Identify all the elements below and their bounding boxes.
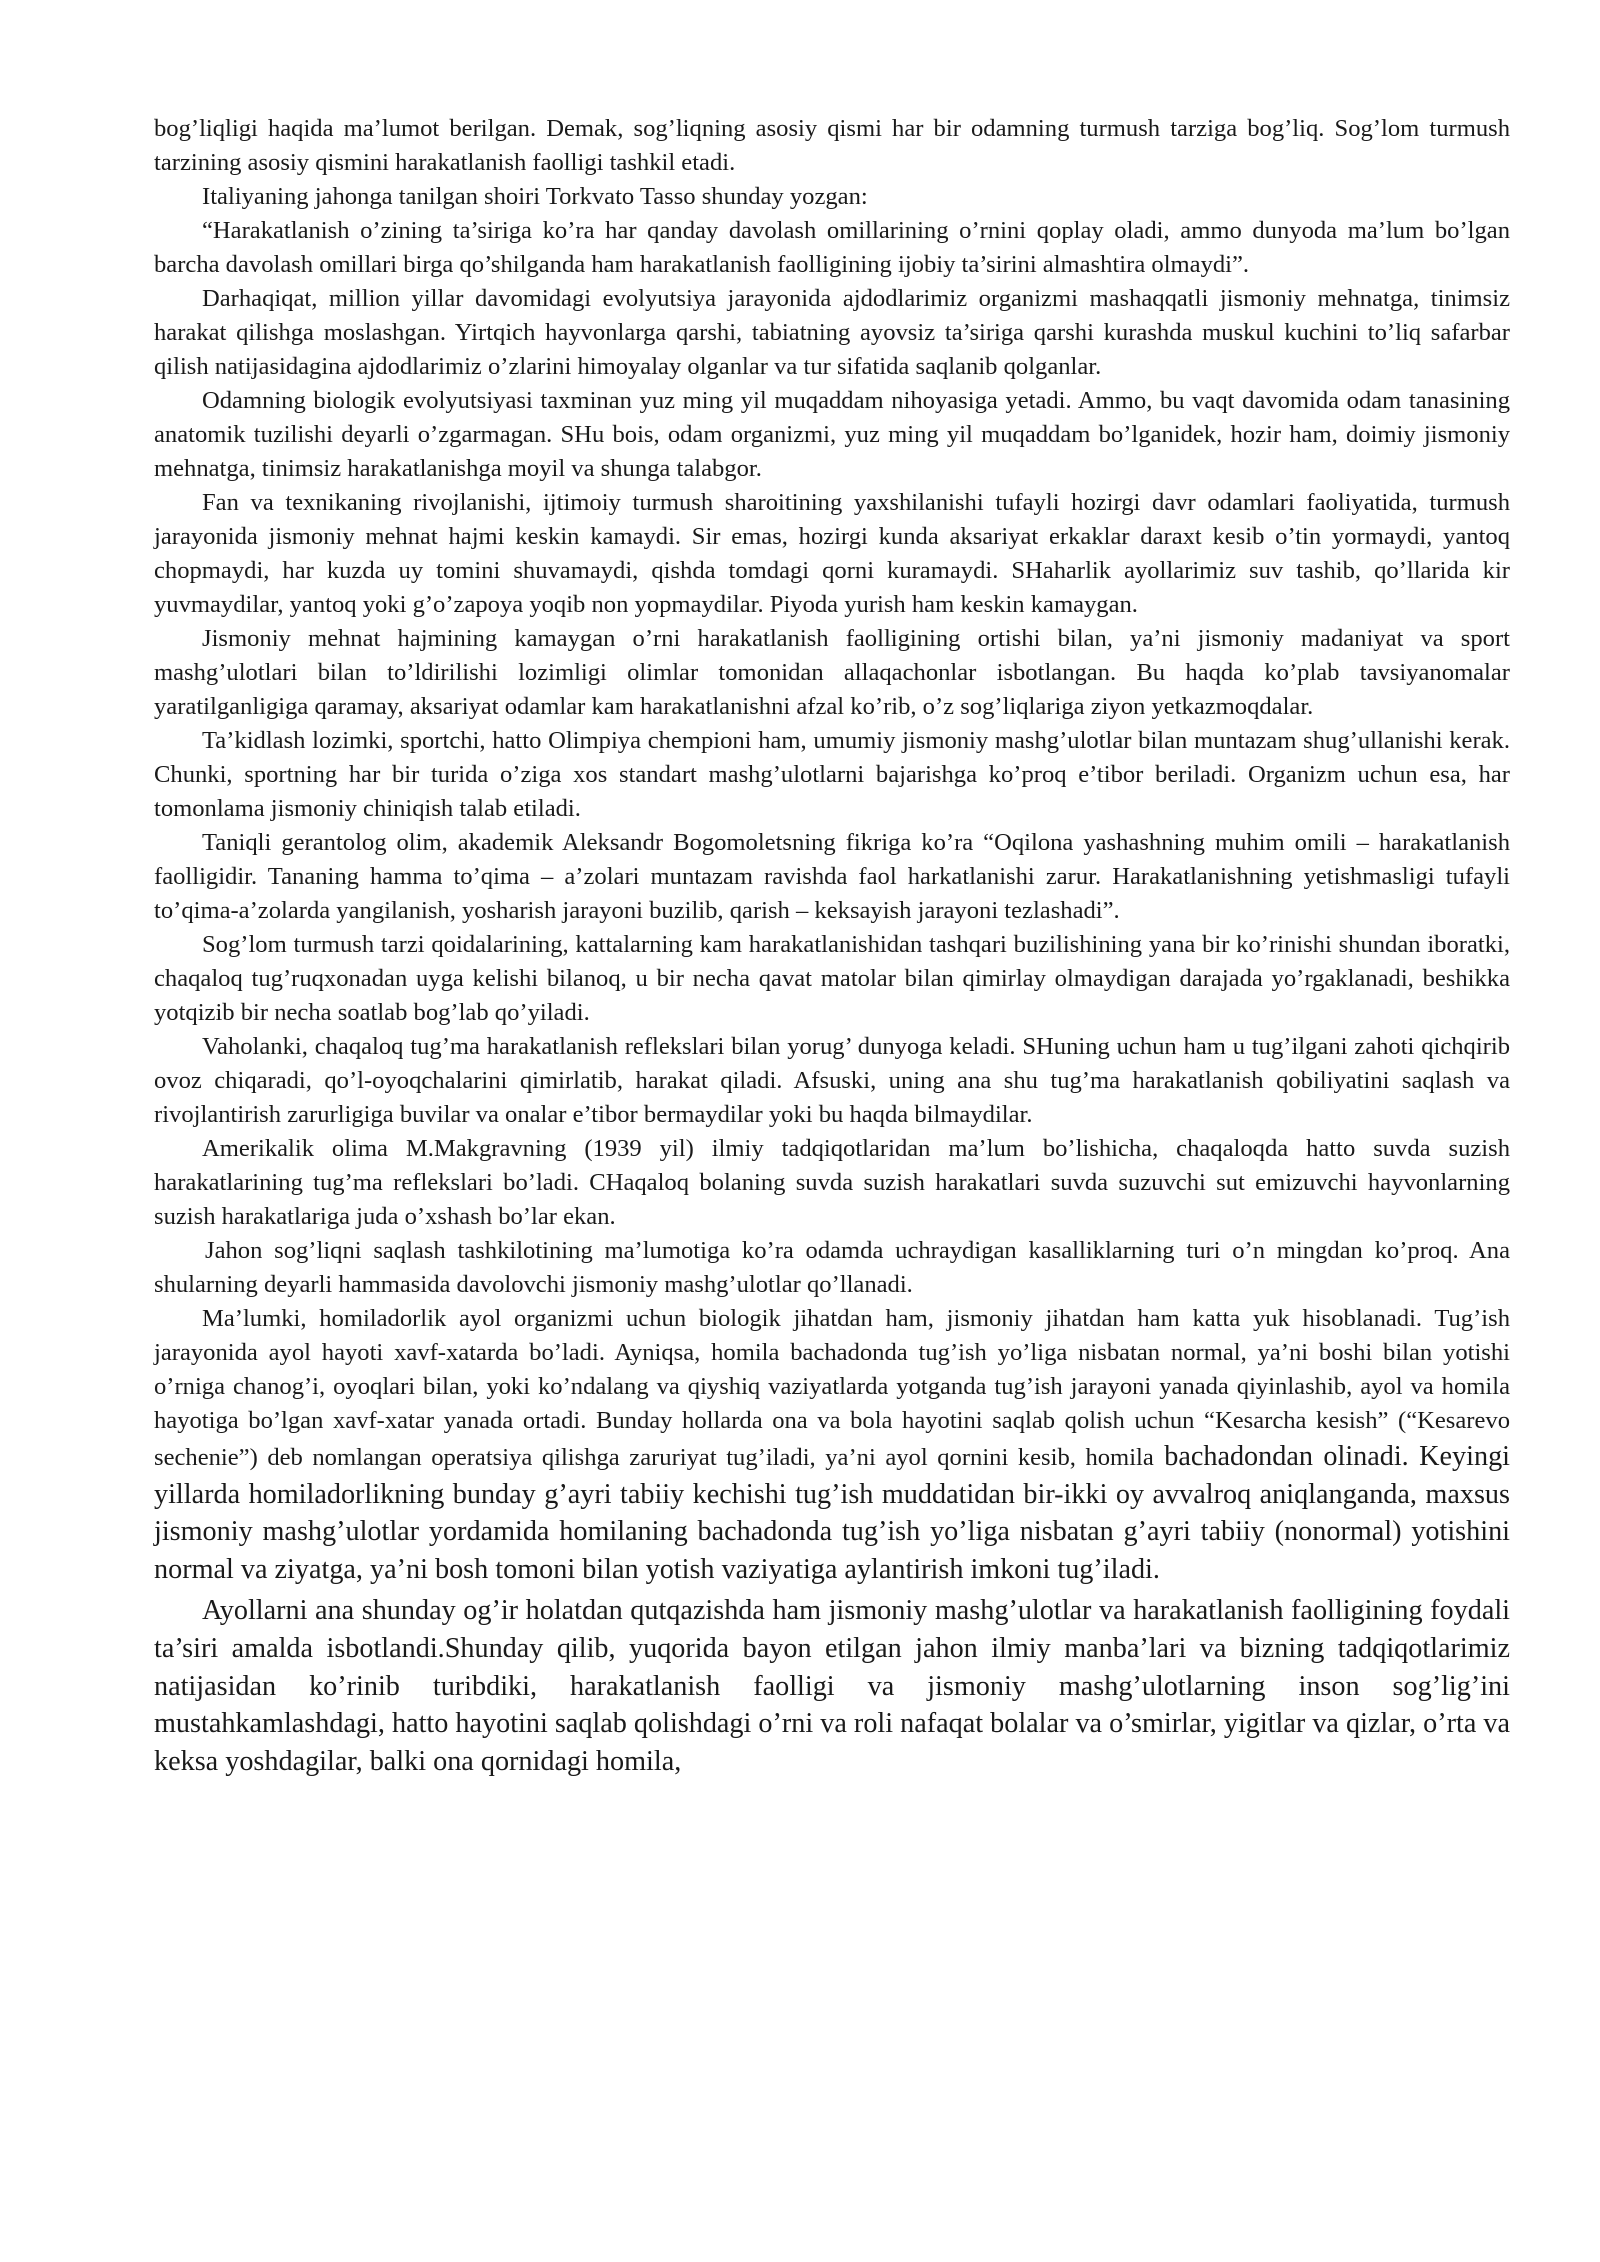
paragraph-6: Fan va texnikaning rivojlanishi, ijtimoiy turmush sharoitining yaxshilanishi tufayli hozirgi davr odamlari faoliyatida, turmush jarayonida jismoniy mehnat hajmi keskin kamaydi. Sir emas, hozirgi kunda aksariyat erkaklar daraxt kesib o’tin yormaydi, yantoq chopmaydi, har kuzda uy tomini shuvamaydi, qishda tomdagi qorni kuramaydi. SHaharlik ayollarimiz suv tashib, qo’llarida kir yuvmaydilar, yantoq yoki g’o’zapoya yoqib non yopmaydilar. Piyoda yurish ham keskin kamaygan. [154,489,1510,618]
paragraph-8: Ta’kidlash lozimki, sportchi, hatto Olimpiya chempioni ham, umumiy jismoniy mashg’ulotlar bilan muntazam shug’ullanishi kerak. Chunki, sportning har bir turida o’ziga xos standart mashg’ulotlarni bajarishga ko’proq e’tibor beriladi. Organizm uchun esa, har tomonlama jismoniy chiniqish talab etiladi. [154,727,1510,822]
document-page [154,112,1510,1780]
paragraph-15: Ayollarni ana shunday og’ir holatdan qutqazishda ham jismoniy mashg’ulotlar va harakatlanish faolligining foydali ta’siri amalda isbotlandi.Shunday qilib, yuqorida bayon etilgan jahon ilmiy manba’lari va bizning tadqiqotlarimiz natijasidan ko’rinib turibdiki, harakatlanish faolligi va jismoniy mashg’ulotlarning inson sog’lig’ini mustahkamlashdagi, hatto hayotini saqlab qolishdagi o’rni va roli nafaqat bolalar va o’smirlar, yigitlar va qizlar, o’rta va keksa yoshdagilar, balki ona qornidagi homila, [154,1595,1510,1777]
paragraph-14-part-b: bachadondan olinadi. Keyingi yillarda homiladorlikning bunday g’ayri tabiiy kechishi tug’ish muddatidan bir-ikki oy avvalroq aniqlanganda, maxsus jismoniy mashg’ulotlar yordamida homilaning bachadonda tug’ish yo’liga nisbatan g’ayri tabiiy (nonormal) yotishini normal va ziyatga, ya’ni bosh tomoni bilan yotish vaziyatiga aylantirish imkoni tug’iladi. [154,1441,1510,1585]
paragraph-3-quote: “Harakatlanish o’zining ta’siriga ko’ra har qanday davolash omillarining o’rnini qoplay oladi, ammo dunyoda ma’lum bo’lgan barcha davolash omillari birga qo’shilganda ham harakatlanish faolligining ijobiy ta’sirini almashtira olmaydi”. [154,217,1510,278]
paragraph-11: Vaholanki, chaqaloq tug’ma harakatlanish reflekslari bilan yorug’ dunyoga keladi. SHuning uchun ham u tug’ilgani zahoti qichqirib ovoz chiqaradi, qo’l-oyoqchalarini qimirlatib, harakat qiladi. Afsuski, uning ana shu tug’ma harakatlanish qobiliyatini saqlash va rivojlantirish zarurligiga buvilar va onalar e’tibor bermaydilar yoki bu haqda bilmaydilar. [154,1033,1510,1128]
paragraph-9-quote: Taniqli gerantolog olim, akademik Aleksandr Bogomoletsning fikriga ko’ra “Oqilona yashashning muhim omili – harakatlanish faolligidir. Tananing hamma to’qima – a’zolari muntazam ravishda faol harkatlanishi zarur. Harakatlanishning yetishmasligi tufayli to’qima-a’zolarda yangilanish, yosharish jarayoni buzilib, qarish – keksayish jarayoni tezlashadi”. [154,829,1510,924]
paragraph-4: Darhaqiqat, million yillar davomidagi evolyutsiya jarayonida ajdodlarimiz organizmi mashaqqatli jismoniy mehnatga, tinimsiz harakat qilishga moslashgan. Yirtqich hayvonlarga qarshi, tabiatning ayovsiz ta’siriga qarshi kurashda muskul kuchini to’liq safarbar qilish natijasidagina ajdodlarimiz o’zlarini himoyalay olganlar va tur sifatida saqlanib qolganlar. [154,285,1510,380]
paragraph-12: Amerikalik olima M.Makgravning (1939 yil) ilmiy tadqiqotlaridan ma’lum bo’lishicha, chaqaloqda hatto suvda suzish harakatlarining tug’ma reflekslari bo’ladi. CHaqaloq bolaning suvda suzish harakatlari suvda suzuvchi sut emizuvchi hayvonlarning suzish harakatlariga juda o’xshash bo’lar ekan. [154,1135,1510,1230]
paragraph-14-part-a: Ma’lumki, homiladorlik ayol organizmi uchun biologik jihatdan ham, jismoniy jihatdan ham katta yuk hisoblanadi. Tug’ish jarayonida ayol hayoti xavf-xatarda bo’ladi. Ayniqsa, homila bachadonda tug’ish yo’liga nisbatan normal, ya’ni boshi bilan yotishi o’rniga chanog’i, oyoqlari bilan, yoki ko’ndalang va qiyshiq vaziyatlarda yotganda tug’ish jarayoni yanada qiyinlashib, ayol va homila hayotiga bo’lgan xavf-xatar yanada ortadi. Bunday hollarda ona va bola hayotini saqlab qolish uchun “Kesarcha kesish” (“Kesarevo sechenie”) deb nomlangan operatsiya qilishga zaruriyat tug’iladi, ya’ni ayol qornini kesib, homila [154,1305,1510,1471]
paragraph-10: Sog’lom turmush tarzi qoidalarining, kattalarning kam harakatlanishidan tashqari buzilishining yana bir ko’rinishi shundan iboratki, chaqaloq tug’ruqxonadan uyga kelishi bilanoq, u bir necha qavat matolar bilan qimirlay olmaydigan darajada yo’rgaklanadi, beshikka yotqizib bir necha soatlab bog’lab qo’yiladi. [154,931,1510,1026]
paragraph-13: Jahon sog’liqni saqlash tashkilotining ma’lumotiga ko’ra odamda uchraydigan kasalliklarning turi o’n mingdan ko’proq. Ana shularning deyarli hammasida davolovchi jismoniy mashg’ulotlar qo’llanadi. [154,1237,1510,1298]
paragraph-14 [154,1302,1510,1588]
paragraph-2: Italiyaning jahonga tanilgan shoiri Torkvato Tasso shunday yozgan: [202,183,868,210]
paragraph-5: Odamning biologik evolyutsiyasi taxminan yuz ming yil muqaddam nihoyasiga yetadi. Ammo, bu vaqt davomida odam tanasining anatomik tuzilishi deyarli o’zgarmagan. SHu bois, odam organizmi, yuz ming yil muqaddam bo’lganidek, hozir ham, doimiy jismoniy mehnatga, tinimsiz harakatlanishga moyil va shunga talabgor. [154,387,1510,482]
paragraph-7: Jismoniy mehnat hajmining kamaygan o’rni harakatlanish faolligining ortishi bilan, ya’ni jismoniy madaniyat va sport mashg’ulotlari bilan to’ldirilishi lozimligi olimlar tomonidan allaqachonlar isbotlangan. Bu haqda ko’plab tavsiyanomalar yaratilganligiga qaramay, aksariyat odamlar kam harakatlanishni afzal ko’rib, o’z sog’liqlariga ziyon yetkazmoqdalar. [154,625,1510,720]
paragraph-1: bog’liqligi haqida ma’lumot berilgan. Demak, sog’liqning asosiy qismi har bir odamning turmush tarziga bog’liq. Sog’lom turmush tarzining asosiy qismini harakatlanish faolligi tashkil etadi. [154,115,1510,176]
